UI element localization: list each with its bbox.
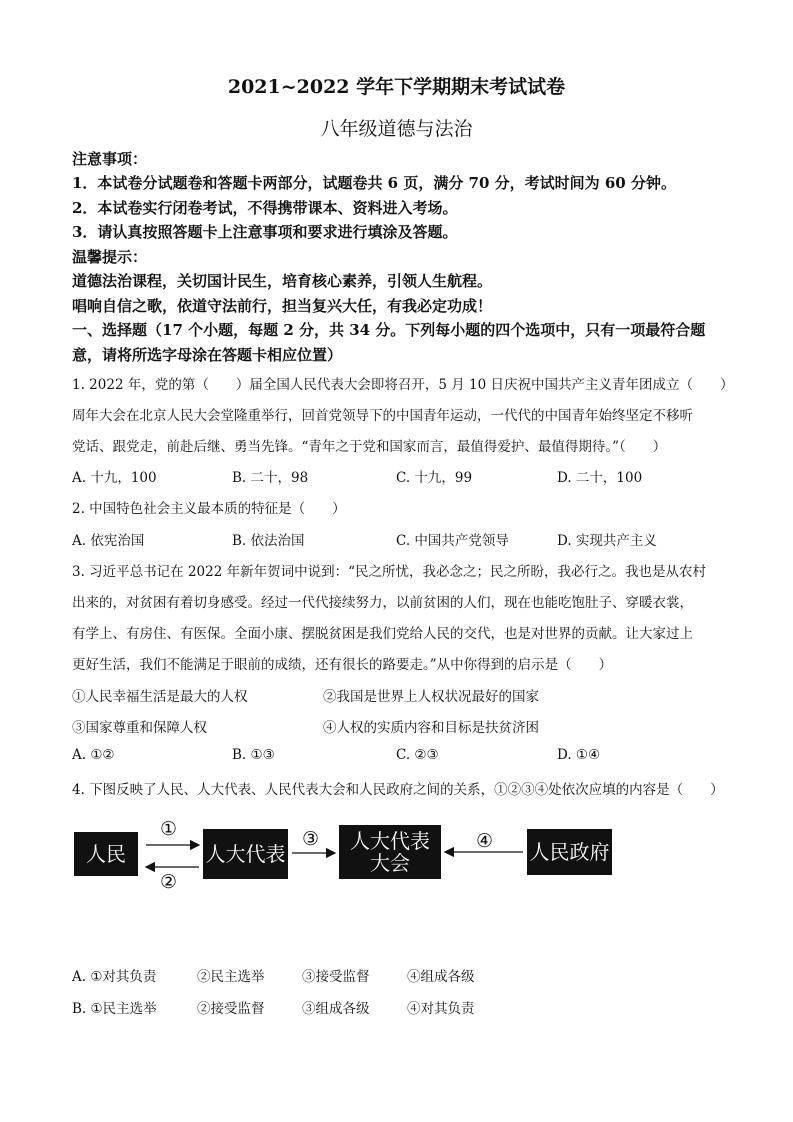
question-text: 2. 中国特色社会主义最本质的特征是（ ） [72,501,346,517]
exam-title: 2021~2022 学年下学期期末考试试卷 [227,76,566,98]
marker-4: ④ [476,830,494,852]
marker-2: ② [160,871,178,893]
option-a: A. 十九，100 [72,470,157,486]
congress-label-1: 人大代表 [350,829,430,853]
notice-item: 3．请认真按照答题卡上注意事项和要求进行填涂及答题。 [72,223,458,241]
question-text: 4. 下图反映了人民、人大代表、人民代表大会和人民政府之间的关系，①②③④处依次应填的内容是（ ） [72,782,724,798]
option-a: A. ①② [72,747,115,763]
marker-3: ③ [302,828,320,850]
section-heading-cont: 意，请将所选字母涂在答题卡相应位置） [72,346,343,364]
notice-heading: 注意事项： [72,150,148,168]
question-text: 更好生活，我们不能满足于眼前的成绩，还有很长的路要走。”从中你得到的启示是（ ） [72,657,613,673]
question-text: 周年大会在北京人民大会堂隆重举行，回首党领导下的中国青年运动，一代代的中国青年始终坚定不移听 [72,408,693,424]
question-text: 1. 2022 年，党的第（ ）届全国人民代表大会即将召开，5 月 10 日庆祝中国共产主义青年团成立（ ） [72,377,734,393]
question-text: 3. 习近平总书记在 2022 年新年贺词中说到：“民之所忧，我必念之；民之所盼，我必行之。我也是从农村 [72,564,707,580]
option-a: A. 依宪治国 [72,533,145,549]
option-b-part: ③组成各级 [302,1001,370,1017]
option-a-part: ②民主选举 [197,969,265,985]
marker-1: ① [160,818,178,840]
option-a: A. ①对其负责 [72,969,157,985]
tips-line: 道德法治课程，关切国计民生，培育核心素养，引领人生航程。 [72,272,493,290]
statement: ③国家尊重和保障人权 [72,720,207,736]
option-a-part: ④组成各级 [407,969,475,985]
question-text: 党话、跟党走，前赴后继、勇当先锋。“青年之于党和国家而言，最值得爱护、最值得期待。”（ ） [72,439,667,455]
option-c: C. 中国共产党领导 [396,533,509,549]
option-d: D. ①④ [557,747,601,763]
tips-line: 唱响自信之歌，依道守法前行，担当复兴大任，有我必定功成！ [72,297,493,315]
option-d: D. 二十，100 [557,470,643,486]
option-d: D. 实现共产主义 [557,533,657,549]
section-heading: 一、选择题（17 个小题，每题 2 分，共 34 分。下列每小题的四个选项中，只有一项最符合题 [72,321,706,339]
question-text: 出来的，对贫困有着切身感受。经过一代代接续努力，以前贫困的人们，现在也能吃饱肚子、穿暖衣裳， [72,595,693,611]
statement: ②我国是世界上人权状况最好的国家 [323,689,539,705]
option-b: B. ①民主选举 [72,1001,157,1017]
notice-item: 2．本试卷实行闭卷考试，不得携带课本、资料进入考场。 [72,199,458,217]
option-b: B. ①③ [232,747,275,763]
people-box: 人民 [74,832,138,876]
deputies-box: 人大代表 [203,829,288,879]
option-a-part: ③接受监督 [302,969,370,985]
option-c: C. ②③ [396,747,439,763]
statement: ①人民幸福生活是最大的人权 [72,689,248,705]
tips-heading: 温馨提示： [72,248,148,266]
option-b: B. 依法治国 [232,533,305,549]
option-c: C. 十九，99 [396,470,473,486]
notice-item: 1．本试卷分试题卷和答题卡两部分，试题卷共 6 页，满分 70 分，考试时间为 60 分钟。 [72,174,676,192]
question-text: 有学上、有房住、有医保。全面小康、摆脱贫困是我们党给人民的交代，也是对世界的贡献。让大家过上 [72,626,693,642]
option-b: B. 二十，98 [232,470,309,486]
option-b-part: ②接受监督 [197,1001,265,1017]
exam-subtitle: 八年级道德与法治 [320,118,473,140]
government-box: 人民政府 [527,829,612,875]
congress-label-2: 大会 [370,851,410,875]
statement: ④人权的实质内容和目标是扶贫济困 [323,720,539,736]
option-b-part: ④对其负责 [407,1001,475,1017]
